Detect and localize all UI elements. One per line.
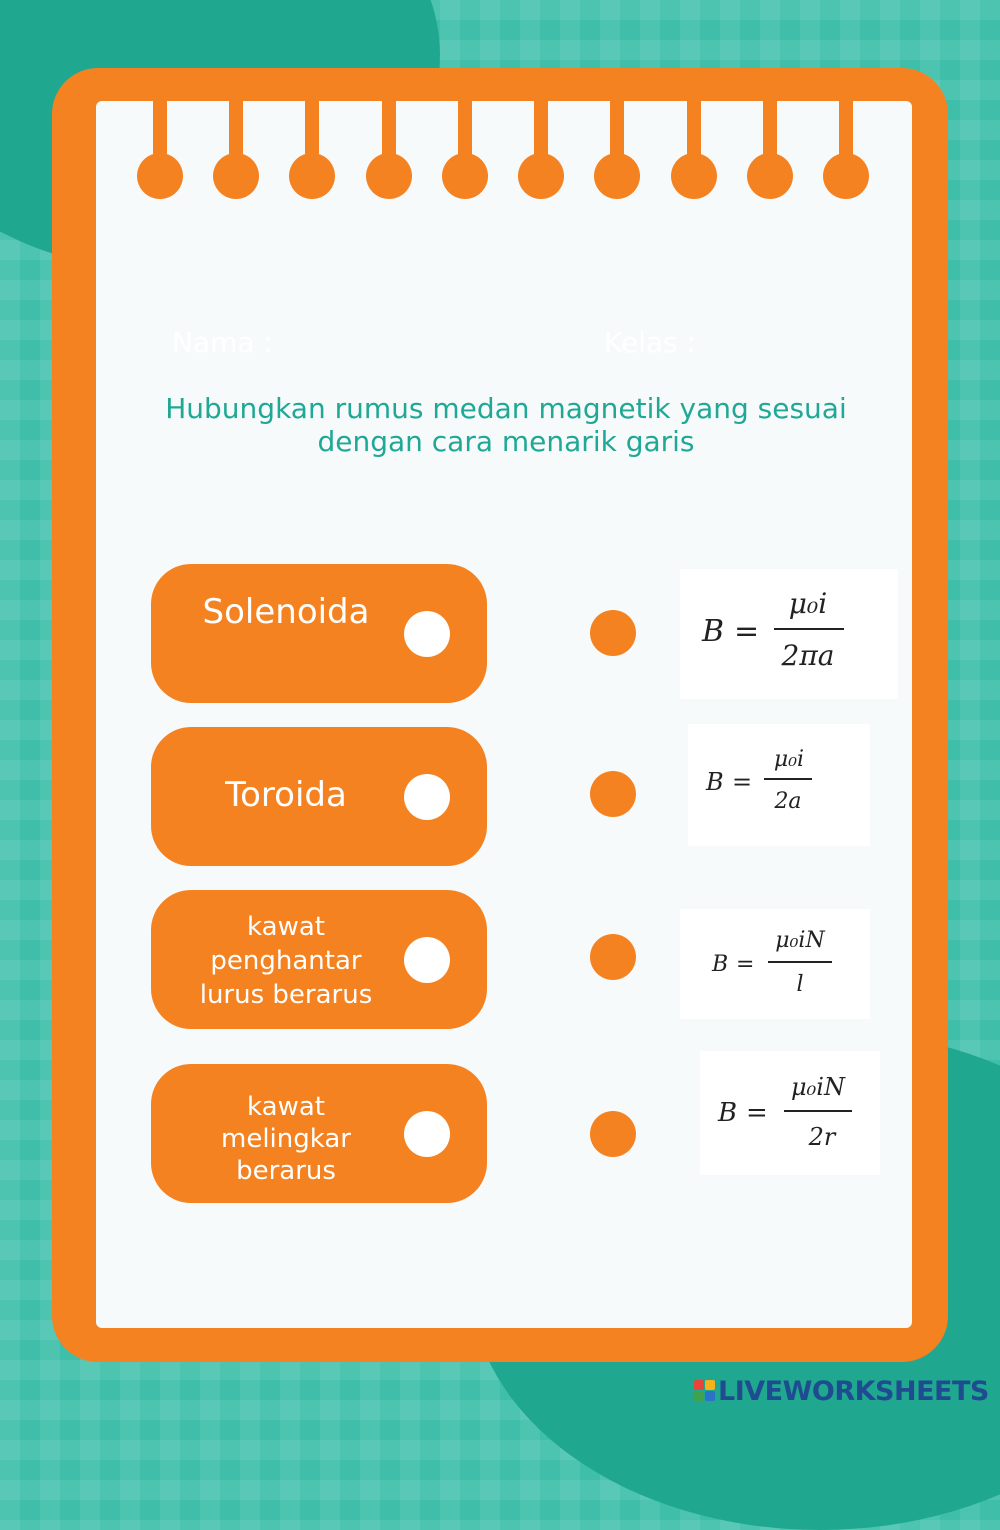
formula-equals: = [746,1098,768,1128]
formula-lhs: B [702,614,725,649]
formula-numerator: μ₀iN [791,1073,845,1101]
binding-ring-dot [823,153,869,199]
formula-box [700,1051,880,1175]
binding-ring-dot [289,153,335,199]
binding-ring-dot [594,153,640,199]
match-item-toroida [151,727,487,866]
binding-ring-dot [442,153,488,199]
match-point-right[interactable] [590,934,636,980]
match-point-left[interactable] [404,611,450,657]
formula-equals: = [736,952,755,977]
match-point-right[interactable] [590,771,636,817]
notebook-frame [52,68,948,1362]
formula-box [680,569,898,699]
formula-denominator: 2a [774,789,802,814]
match-point-left[interactable] [404,937,450,983]
match-item-label: kawat melingkar berarus [221,1092,351,1186]
match-item-label: kawat penghantar lurus berarus [199,912,373,1010]
formula-lhs: B [718,1098,738,1128]
match-point-right[interactable] [590,610,636,656]
binding-ring-dot [366,153,412,199]
worksheet-paper [96,101,912,1328]
formula-denominator: 2πa [781,639,835,672]
binding-ring-dot [518,153,564,199]
instruction-line-1: Hubungkan rumus medan magnetik yang sesuai [165,392,847,425]
match-point-left[interactable] [404,1111,450,1157]
formula-denominator: 2r [808,1123,836,1151]
formula-numerator: μ₀iN [775,928,825,953]
formula-denominator: l [796,972,804,997]
instruction-text [146,392,866,458]
instruction-line-2: dengan cara menarik garis [317,425,695,458]
match-item-label: Toroida [225,775,347,815]
formula-numerator: μ₀i [788,587,828,620]
match-point-right[interactable] [590,1111,636,1157]
formula-box [680,909,870,1019]
match-item-solenoida [151,564,487,703]
formula-equals: = [734,614,760,649]
formula-lhs: B [706,768,724,796]
formula-equals: = [732,768,753,796]
logo-text: LIVEWORKSHEETS [718,1375,989,1407]
name-label: Nama : [172,326,273,359]
binding-ring-dot [747,153,793,199]
liveworksheets-logo[interactable] [694,1373,989,1409]
class-label: Kelas : [604,326,697,359]
match-item-kawat-penghantar-lurus [151,890,487,1029]
binding-ring-dot [671,153,717,199]
formula-box [688,724,870,846]
liveworksheets-logo-icon [694,1380,716,1402]
binding-ring-dot [213,153,259,199]
formula-lhs: B [712,952,729,977]
match-point-left[interactable] [404,774,450,820]
match-item-kawat-melingkar [151,1064,487,1203]
binding-ring-dot [137,153,183,199]
formula-numerator: μ₀i [773,747,805,772]
match-item-label: Solenoida [202,592,370,632]
